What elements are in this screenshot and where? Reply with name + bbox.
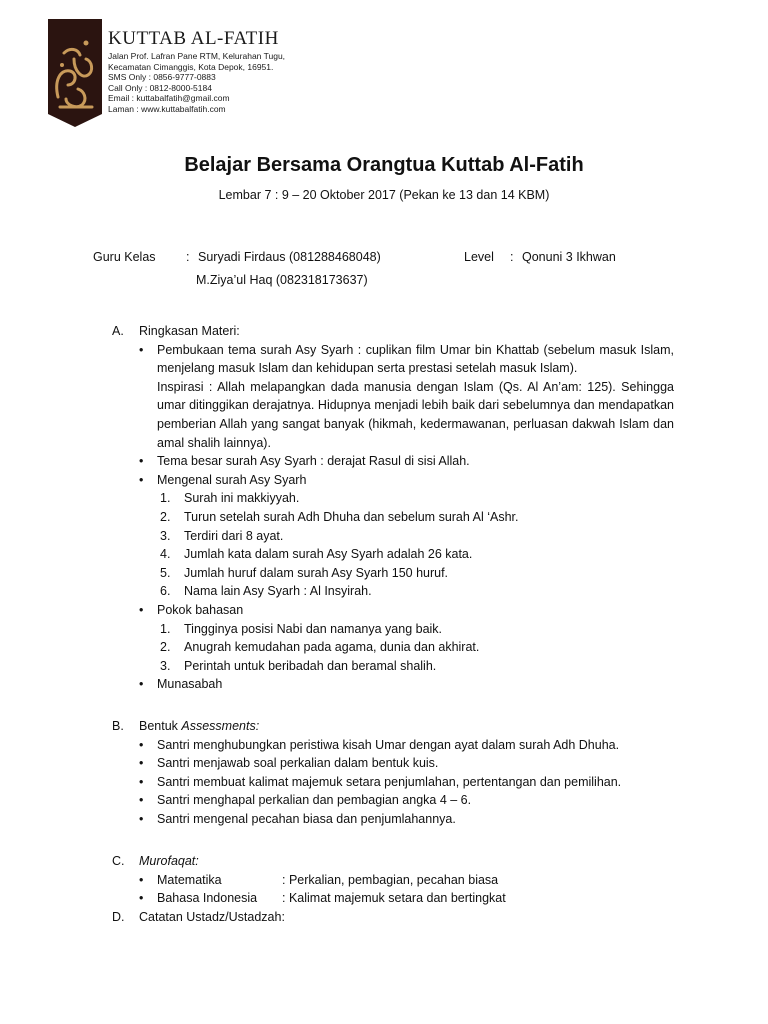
item-number: 6. — [160, 584, 171, 599]
item-text: Perintah untuk beribadah dan beramal shalih. — [184, 658, 437, 673]
bullet-icon: • — [139, 602, 144, 617]
org-address-1: Jalan Prof. Lafran Pane RTM, Kelurahan Tugu, — [108, 51, 286, 61]
list-item-text: Santri menghapal perkalian dan pembagian angka 4 – 6. — [157, 793, 472, 808]
section-b-heading — [112, 717, 674, 736]
bullet-icon: • — [139, 756, 144, 771]
guru-label: Guru Kelas — [93, 250, 156, 264]
org-address-2: Kecamatan Cimanggis, Kota Depok, 16951. — [108, 61, 274, 72]
list-item — [112, 871, 674, 890]
list-item — [112, 675, 674, 694]
subject-name: Matematika — [157, 872, 222, 887]
list-item — [112, 601, 674, 620]
section-a-heading — [112, 322, 674, 341]
numbered-item — [112, 564, 674, 583]
org-email: Email : kuttabalfatih@gmail.com — [108, 93, 230, 103]
org-sms: SMS Only : 0856-9777-0883 — [108, 72, 216, 82]
section-b-letter: B. — [112, 719, 124, 733]
kuttab-logo — [48, 19, 102, 127]
bullet-icon: • — [139, 774, 144, 789]
subject-topic: : Kalimat majemuk setara dan bertingkat — [282, 891, 506, 906]
bullet-icon: • — [139, 891, 144, 906]
org-website: Laman : www.kuttabalfatih.com — [108, 103, 226, 114]
bullet-icon: • — [139, 793, 144, 808]
item-text: Surah ini makkiyyah. — [184, 491, 300, 506]
section-c-letter: C. — [112, 854, 125, 868]
list-item-text: Tema besar surah Asy Syarh : derajat Rasul di sisi Allah. — [157, 454, 470, 469]
item-text: Turun setelah surah Adh Dhuha dan sebelum surah Al ‘Ashr. — [184, 509, 519, 524]
list-item — [112, 754, 674, 773]
list-item — [112, 341, 674, 378]
numbered-item — [112, 582, 674, 601]
item-number: 1. — [160, 621, 171, 636]
numbered-item — [112, 545, 674, 564]
list-item-text: Santri menjawab soal perkalian dalam bentuk kuis. — [157, 756, 439, 771]
numbered-item — [112, 620, 674, 639]
item-text: Tingginya posisi Nabi dan namanya yang baik. — [184, 621, 443, 636]
list-item-text: Santri mengenal pecahan biasa dan penjumlahannya. — [157, 811, 456, 826]
item-number: 4. — [160, 547, 171, 562]
guru-1: Suryadi Firdaus (081288468048) — [198, 250, 381, 264]
subject-topic: : Perkalian, pembagian, pecahan biasa — [282, 872, 499, 887]
list-item — [112, 736, 674, 755]
item-number: 1. — [160, 491, 171, 506]
item-text: Anugrah kemudahan pada agama, dunia dan akhirat. — [184, 640, 480, 655]
item-number: 2. — [160, 509, 171, 524]
page-subtitle: Lembar 7 : 9 – 20 Oktober 2017 (Pekan ke 13 dan 14 KBM) — [218, 188, 550, 202]
numbered-item — [112, 489, 674, 508]
section-c-heading — [112, 852, 674, 871]
bullet-icon: • — [139, 454, 144, 469]
item-number: 3. — [160, 658, 171, 673]
section-b-title — [139, 717, 259, 736]
section-a-title: Ringkasan Materi: — [139, 324, 240, 338]
section-b-title-plain: Bentuk — [139, 719, 182, 733]
bullet-icon: • — [139, 472, 144, 487]
page-title: Belajar Bersama Orangtua Kuttab Al-Fatih — [184, 154, 584, 176]
guru-2: M.Ziya’ul Haq (082318173637) — [196, 273, 368, 287]
subject-name: Bahasa Indonesia — [157, 891, 258, 906]
bullet-icon: • — [139, 737, 144, 752]
numbered-item — [112, 657, 674, 676]
list-item-text: Munasabah — [157, 677, 223, 692]
organization-header — [108, 28, 438, 114]
section-b-title-italic: Assessments: — [181, 719, 260, 733]
item-number: 2. — [160, 640, 171, 655]
list-item — [112, 810, 674, 829]
section-d-title: Catatan Ustadz/Ustadzah: — [139, 909, 285, 924]
numbered-item — [112, 508, 674, 527]
section-a — [112, 322, 674, 694]
list-item — [112, 791, 674, 810]
org-call: Call Only : 0812-8000-5184 — [108, 82, 212, 93]
bullet-icon: • — [139, 872, 144, 887]
level-label: Level — [464, 250, 494, 264]
list-item-text: Mengenal surah Asy Syarh — [157, 472, 307, 487]
section-b — [112, 717, 674, 829]
list-item-text: Pokok bahasan — [157, 602, 244, 617]
section-d-heading — [112, 908, 674, 927]
numbered-item — [112, 638, 674, 657]
item-number: 3. — [160, 528, 171, 543]
list-item — [112, 889, 674, 908]
bullet-icon: • — [139, 342, 144, 357]
section-c — [112, 852, 674, 926]
list-item — [112, 452, 674, 471]
numbered-item — [112, 527, 674, 546]
level-value: Qonuni 3 Ikhwan — [522, 250, 616, 264]
list-item — [112, 471, 674, 490]
level-colon: : — [510, 250, 514, 264]
item-text: Jumlah huruf dalam surah Asy Syarh 150 huruf. — [184, 565, 449, 580]
bullet-icon: • — [139, 811, 144, 826]
list-item-text: Santri menghubungkan peristiwa kisah Umar dengan ayat dalam surah Adh Dhuha. — [157, 737, 620, 752]
section-a-letter: A. — [112, 324, 124, 338]
list-item — [112, 773, 674, 792]
item-text: Nama lain Asy Syarh : Al Insyirah. — [184, 584, 372, 599]
bullet-icon: • — [139, 677, 144, 692]
item-text: Jumlah kata dalam surah Asy Syarh adalah 26 kata. — [184, 547, 473, 562]
item-text: Terdiri dari 8 ayat. — [184, 528, 284, 543]
item-number: 5. — [160, 565, 171, 580]
list-item-text: Santri membuat kalimat majemuk setara penjumlahan, pertentangan dan pemilihan. — [157, 774, 622, 789]
list-item-continuation: Inspirasi : Allah melapangkan dada manusia dengan Islam (Qs. Al An’am: 125). Sehingga umar ditinggikan derajatnya. Hidupnya menjadi lebih baik dari sebelumnya dan mendapatkan pemberian Allah yang sangat banyak (hikmah, kedermawanan, perluasan dakwah Islam dan amal shalih lainnya). — [157, 379, 674, 450]
section-c-title: Murofaqat: — [139, 854, 199, 868]
org-name: KUTTAB AL-FATIH — [108, 28, 279, 49]
section-d-letter: D. — [112, 909, 125, 924]
guru-colon: : — [186, 250, 190, 264]
list-item-text: Pembukaan tema surah Asy Syarh : cuplikan film Umar bin Khattab (sebelum masuk Islam, menjelang masuk Islam dan kehidupan serta prestasi setelah masuk Islam). — [157, 342, 674, 376]
